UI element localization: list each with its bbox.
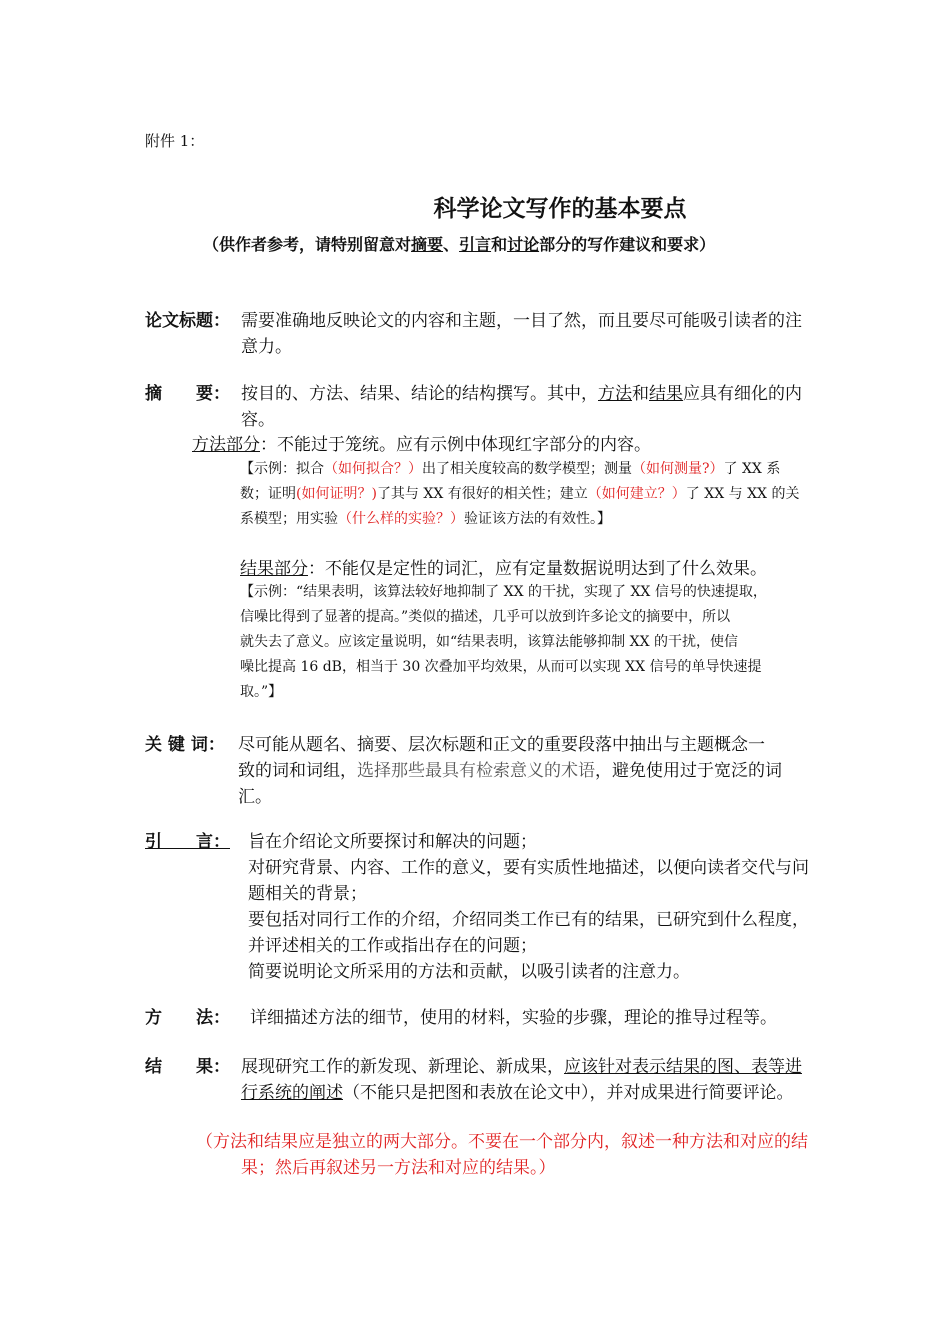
result-example-line: 就失去了意义。应该定量说明，如“结果表明，该算法能够抑制 XX 的干扰，使信	[240, 634, 738, 650]
result-example-line: 信噪比得到了显著的提高。”类似的描述，几乎可以放到许多论文的摘要中，所以	[240, 609, 731, 625]
subtitle-sep1: 、	[443, 235, 460, 254]
result-example-line: 【示例：“结果表明，该算法较好地抑制了 XX 的干扰，实现了 XX 信号的快速提取，	[240, 584, 767, 600]
intro-line: 并评述相关的工作或指出存在的问题；	[248, 936, 537, 956]
intro-label: 引 言：	[145, 832, 230, 852]
title-section-line2: 意力。	[241, 337, 292, 357]
abstract-l1-end: 应具有细化的内	[683, 384, 802, 404]
ex2-b: 了其与 XX 有很好的相关性；建立	[376, 486, 588, 502]
methods-text: 详细描述方法的细节，使用的材料，实验的步骤，理论的推导过程等。	[250, 1008, 777, 1028]
subtitle-sep2: 和	[491, 235, 508, 254]
ex1-a: 【示例：拟合	[240, 461, 324, 477]
title-section-label: 论文标题：	[145, 311, 230, 331]
keywords-text	[238, 732, 782, 810]
method-part-heading: 方法部分	[192, 435, 260, 455]
method-example	[240, 457, 799, 532]
ex1-b: 出了相关度较高的数学模型；测量	[422, 461, 632, 477]
ex2-red-build: （如何建立？）	[587, 486, 686, 502]
title-section-text	[241, 308, 883, 360]
page-title: 科学论文写作的基本要点	[433, 196, 687, 222]
subtitle-discussion: 讨论	[507, 235, 540, 254]
abstract-line2: 容。	[241, 410, 275, 430]
result-part-text: ：不能仅是定性的词汇，应有定量数据说明达到了什么效果。	[308, 559, 767, 579]
results-line2	[241, 1080, 802, 1106]
ex3-b: 验证该方法的有效性。】	[464, 511, 611, 527]
ex3-red-experiment: （什么样的实验？）	[338, 511, 464, 527]
intro-line: 旨在介绍论文所要探讨和解决的问题；	[248, 832, 537, 852]
keywords-label: 关 键 词：	[145, 735, 225, 755]
results-line1	[241, 1054, 802, 1080]
method-example-line3	[240, 507, 799, 532]
result-part-heading: 结果部分	[240, 559, 308, 579]
page-subtitle	[203, 233, 715, 257]
note-line1: （方法和结果应是独立的两大部分。不要在一个部分内，叙述一种方法和对应的结	[196, 1132, 808, 1152]
result-example-line: 噪比提高 16 dB，相当于 30 次叠加平均效果，从而可以实现 XX 信号的单导快速提	[240, 659, 762, 675]
intro-line: 简要说明论文所采用的方法和贡献，以吸引读者的注意力。	[248, 962, 690, 982]
results-label: 结 果：	[145, 1057, 230, 1077]
intro-line: 要包括对同行工作的介绍，介绍同类工作已有的结果，已研究到什么程度，	[248, 910, 809, 930]
method-part	[192, 432, 651, 458]
result-example	[240, 580, 767, 705]
subtitle-suffix: 部分的写作建议和要求）	[539, 235, 716, 254]
results-l2-underlined: 行系统的阐述	[241, 1083, 343, 1103]
methods-label: 方 法：	[145, 1008, 230, 1028]
ex2-red-prove: (如何证明？)	[296, 486, 377, 502]
results-l1-a: 展现研究工作的新发现、新理论、新成果，	[241, 1057, 564, 1077]
ex2-a: 数；证明	[240, 486, 296, 502]
attachment-label: 附件 1：	[145, 132, 205, 150]
results-l1-underlined: 应该针对表示结果的图、表等进	[564, 1057, 802, 1077]
results-text	[241, 1054, 802, 1106]
ex1-red-measure: （如何测量?）	[632, 461, 724, 477]
note-line2: 果；然后再叙述另一方法和对应的结果。）	[241, 1158, 556, 1178]
ex2-c: 了 XX 与 XX 的关	[685, 486, 800, 502]
subtitle-intro: 引言	[459, 235, 492, 254]
title-section-line1: 需要准确地反映论文的内容和主题，一目了然，而且要尽可能吸引读者的注	[241, 311, 802, 331]
method-example-line2	[240, 482, 799, 507]
intro-line: 题相关的背景；	[248, 884, 367, 904]
abstract-method-word: 方法	[598, 384, 632, 404]
intro-line: 对研究背景、内容、工作的意义，要有实质性地描述，以便向读者交代与问	[248, 858, 809, 878]
abstract-label: 摘 要：	[145, 384, 230, 404]
results-l2-b: （不能只是把图和表放在论文中），并对成果进行简要评论。	[343, 1083, 794, 1103]
keywords-l2-term: 选择那些最具有检索意义的术语	[357, 761, 595, 781]
ex1-red-fit: （如何拟合？）	[324, 461, 422, 477]
methods-results-note	[196, 1129, 808, 1181]
abstract-result-word: 结果	[649, 384, 683, 404]
intro-text	[248, 829, 809, 985]
keywords-line2	[238, 758, 782, 784]
keywords-l2-c: ，避免使用过于宽泛的词	[595, 761, 782, 781]
abstract-text	[241, 381, 802, 433]
ex3-a: 系模型；用实验	[240, 511, 338, 527]
abstract-line1	[241, 381, 802, 407]
method-part-text: ：不能过于笼统。应有示例中体现红字部分的内容。	[260, 435, 651, 455]
result-example-line: 取。”】	[240, 684, 283, 700]
subtitle-abstract: 摘要	[411, 235, 444, 254]
subtitle-prefix: （供作者参考，请特别留意对	[203, 235, 412, 254]
keywords-line3: 汇。	[238, 787, 272, 807]
abstract-l1-a: 按目的、方法、结果、结论的结构撰写。其中，	[241, 384, 598, 404]
keywords-line1: 尽可能从题名、摘要、层次标题和正文的重要段落中抽出与主题概念一	[238, 735, 765, 755]
keywords-l2-a: 致的词和词组，	[238, 761, 357, 781]
result-part	[240, 556, 767, 582]
ex1-c: 了 XX 系	[723, 461, 781, 477]
abstract-l1-and: 和	[632, 384, 649, 404]
method-example-line1	[240, 457, 799, 482]
